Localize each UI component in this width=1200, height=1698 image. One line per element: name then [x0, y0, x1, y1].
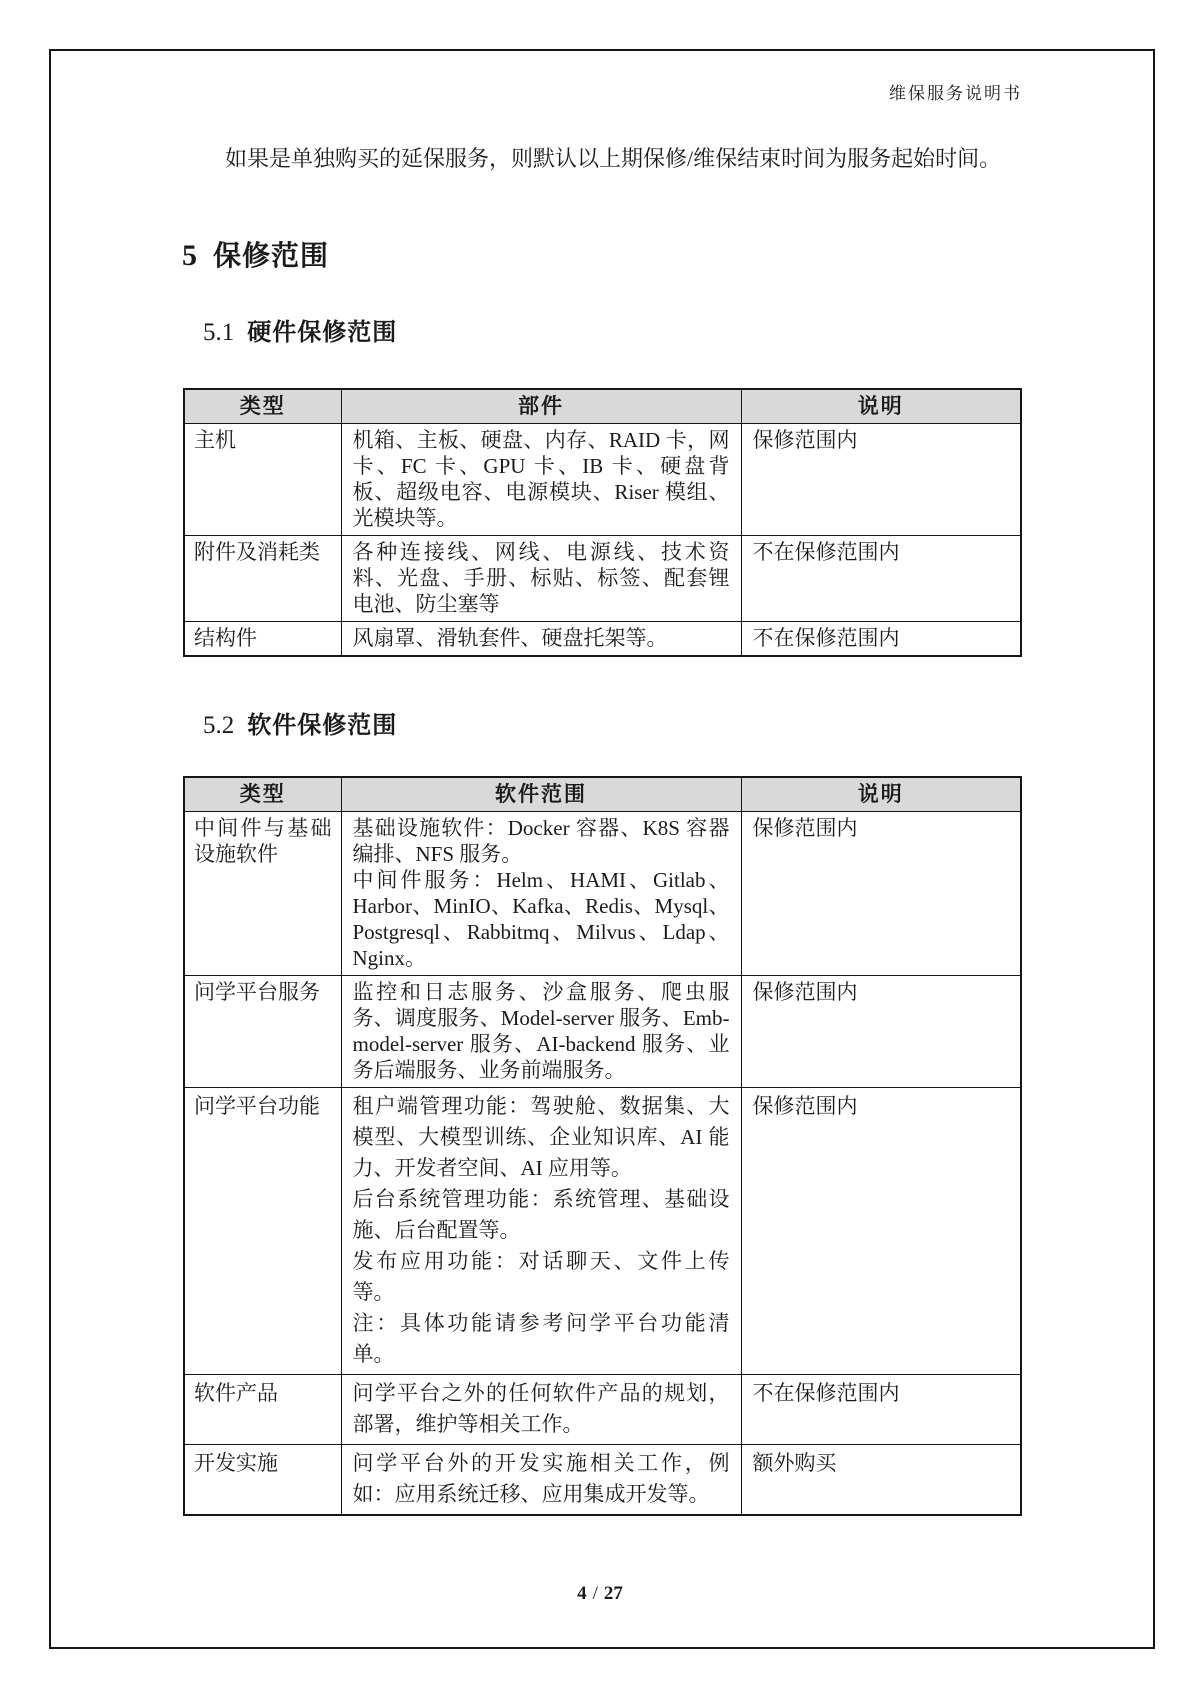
hardware-col-header-type: 类型 [184, 389, 341, 424]
hardware-table-header-row [184, 389, 1021, 424]
software-row-type: 中间件与基础设施软件 [184, 812, 341, 976]
section-5-1-heading [203, 312, 397, 347]
software-row-scope [341, 1445, 741, 1516]
hardware-row-type: 主机 [184, 424, 341, 536]
software-row-note: 保修范围内 [741, 1088, 1021, 1375]
section-5-heading [182, 234, 329, 274]
software-table-header-row [184, 777, 1021, 812]
table-row [184, 622, 1021, 657]
software-row-note: 保修范围内 [741, 812, 1021, 976]
software-row-scope [341, 976, 741, 1088]
scope-paragraph: 问学平台之外的任何软件产品的规划，部署，维护等相关工作。 [352, 1381, 730, 1436]
software-row-type: 开发实施 [184, 1445, 341, 1516]
section-5-title: 保修范围 [213, 240, 330, 271]
software-col-header-scope: 软件范围 [341, 777, 741, 812]
software-row-type: 问学平台功能 [184, 1088, 341, 1375]
section-5-number: 5 [182, 239, 197, 272]
page-number-separator: / [592, 1583, 598, 1604]
scope-paragraph: 后台系统管理功能：系统管理、基础设施、后台配置等。 [352, 1187, 730, 1242]
hardware-col-header-parts: 部件 [341, 389, 741, 424]
hardware-row-note: 不在保修范围内 [741, 622, 1021, 657]
table-row [184, 1375, 1021, 1445]
table-row [184, 976, 1021, 1088]
software-row-scope [341, 1088, 741, 1375]
table-row [184, 812, 1021, 976]
table-row [184, 424, 1021, 536]
table-row [184, 1445, 1021, 1516]
document-header-title: 维保服务说明书 [889, 84, 1022, 103]
software-col-header-type: 类型 [184, 777, 341, 812]
scope-paragraph: 基础设施软件：Docker 容器、K8S 容器编排、NFS 服务。 [352, 816, 730, 866]
scope-paragraph: 租户端管理功能：驾驶舱、数据集、大模型、大模型训练、企业知识库、AI 能力、开发者空间、AI 应用等。 [352, 1094, 730, 1180]
section-5-2-number: 5.2 [203, 712, 235, 739]
intro-paragraph: 如果是单独购买的延保服务，则默认以上期保修/维保结束时间为服务起始时间。 [225, 146, 1002, 171]
hardware-row-note: 保修范围内 [741, 424, 1021, 536]
scope-paragraph: 中间件服务：Helm、HAMI、Gitlab、Harbor、MinIO、Kafka、Redis、Mysql、Postgresql、Rabbitmq、Milvus、Ldap、Nginx。 [352, 868, 730, 970]
software-row-note: 不在保修范围内 [741, 1375, 1021, 1445]
page-number-current: 4 [577, 1583, 587, 1604]
software-col-header-note: 说明 [741, 777, 1021, 812]
hardware-row-parts: 各种连接线、网线、电源线、技术资料、光盘、手册、标贴、标签、配套锂电池、防尘塞等 [341, 536, 741, 622]
section-5-2-heading [203, 705, 397, 740]
hardware-row-parts: 风扇罩、滑轨套件、硬盘托架等。 [341, 622, 741, 657]
software-row-note: 保修范围内 [741, 976, 1021, 1088]
software-row-note: 额外购买 [741, 1445, 1021, 1516]
table-row [184, 536, 1021, 622]
hardware-col-header-note: 说明 [741, 389, 1021, 424]
hardware-row-type: 附件及消耗类 [184, 536, 341, 622]
hardware-row-note: 不在保修范围内 [741, 536, 1021, 622]
hardware-row-type: 结构件 [184, 622, 341, 657]
scope-paragraph: 监控和日志服务、沙盒服务、爬虫服务、调度服务、Model-server 服务、Emb-model-server 服务、AI-backend 服务、业务后端服务、业务前端服务。 [352, 980, 730, 1082]
page-number-total: 27 [603, 1583, 623, 1604]
software-row-scope [341, 1375, 741, 1445]
scope-paragraph: 问学平台外的开发实施相关工作，例如：应用系统迁移、应用集成开发等。 [352, 1451, 730, 1506]
software-row-type: 问学平台服务 [184, 976, 341, 1088]
scope-paragraph: 发布应用功能：对话聊天、文件上传等。 [352, 1249, 730, 1304]
section-5-1-number: 5.1 [203, 319, 235, 346]
software-row-scope [341, 812, 741, 976]
software-row-type: 软件产品 [184, 1375, 341, 1445]
table-row [184, 1088, 1021, 1375]
page-footer [0, 1583, 1200, 1605]
scope-paragraph: 注：具体功能请参考问学平台功能清单。 [352, 1311, 730, 1366]
hardware-warranty-table [183, 388, 1022, 657]
section-5-1-title: 硬件保修范围 [247, 319, 398, 346]
section-5-2-title: 软件保修范围 [247, 712, 398, 739]
software-warranty-table [183, 776, 1022, 1516]
hardware-row-parts: 机箱、主板、硬盘、内存、RAID 卡，网卡、FC 卡、GPU 卡、IB 卡、硬盘背板、超级电容、电源模块、Riser 模组、光模块等。 [341, 424, 741, 536]
